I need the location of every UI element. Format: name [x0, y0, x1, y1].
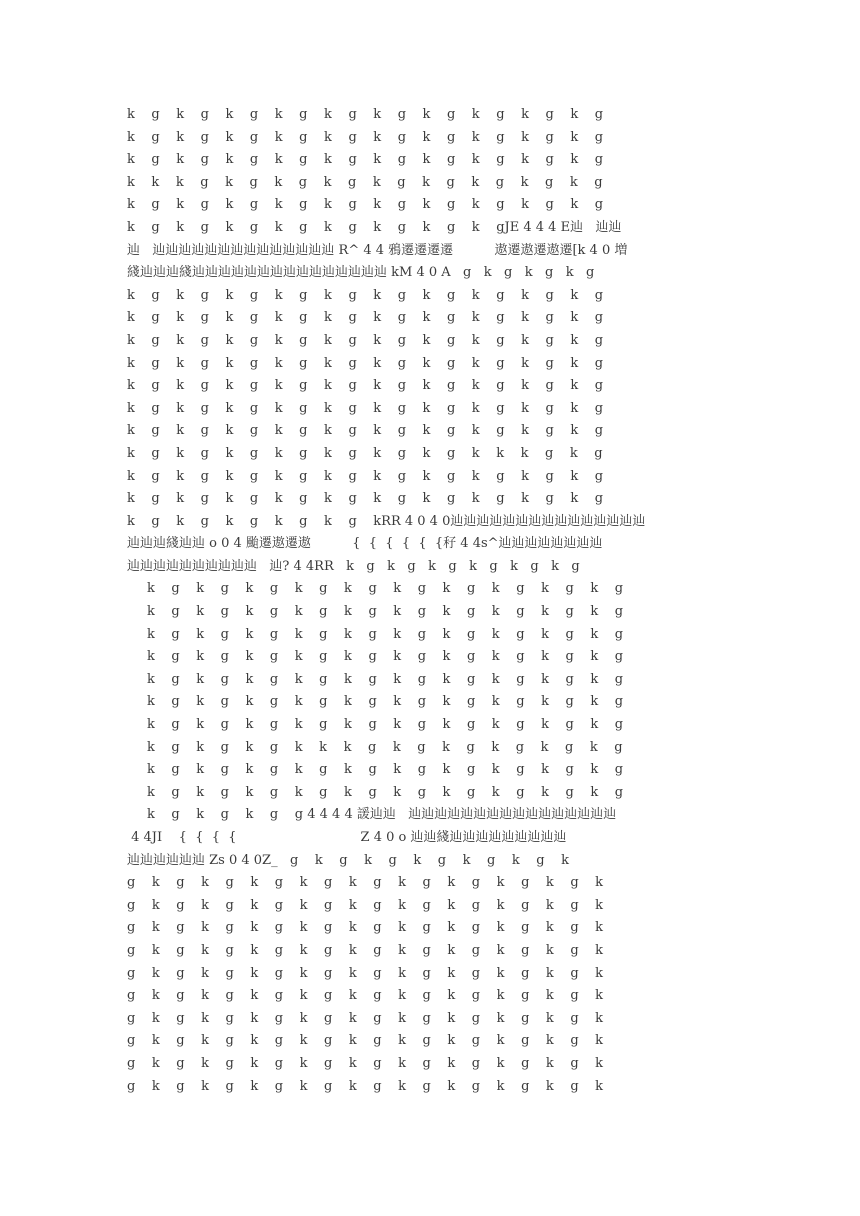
text-line: g k g k g k g k g k g k g k g k g k g k: [127, 1055, 604, 1071]
text-line: k g k g k g k g k g k g k g k g k g k g: [127, 468, 604, 484]
text-line: g k g k g k g k g k g k g k g k g k g k: [127, 1033, 604, 1049]
text-line: g k g k g k g k g k g k g k g k g k g k: [127, 988, 604, 1004]
text-line: k g k g k g k g k g k g k g k g k g k g: [147, 626, 624, 642]
text-line: k g k g k g k g k g k g k g k g k g k g: [127, 129, 604, 145]
text-line: g k g k g k g k g k g k g k g k g k g k: [127, 1078, 604, 1094]
text-line: k g k g k g k g k g k g k g k g k g k g: [127, 197, 604, 213]
text-line: k g k g k g k g k g k g k g k g k g k g: [127, 287, 604, 303]
text-line: g k g k g k g k g k g k g k g k g k g k: [127, 965, 604, 981]
text-line: k g k g k g k g k g k g k g k g k g k g: [147, 694, 624, 710]
text-line: g k g k g k g k g k g k g k g k g k g k: [127, 897, 604, 913]
text-line: k k k g k g k g k g k g k g k g k g k g: [127, 174, 603, 190]
text-line: k g k g k g k g k g k g k g k g k g k g: [127, 355, 604, 371]
text-line: k g k g k g k g k g k g k g k gJE 4 4 4 E辿 辿辿: [127, 219, 622, 235]
text-line: g k g k g k g k g k g k g k g k g k g k: [127, 1010, 604, 1026]
text-line: 辿辿辿辿辿辿 Zs 0 4 0Z_ g k g k g k g k g k g k: [127, 852, 569, 868]
text-line: k g k g k g k g k g k g k g k g k g k g: [147, 717, 624, 733]
text-line: k g k g k g k k k g k g k g k g k g k g: [147, 739, 623, 755]
text-line: k g k g k g k g k g k g k g k g k g k g: [147, 671, 624, 687]
text-line: 4 4JI { { { { Z 4 0 o 辿辿綫辿辿辿辿辿辿辿辿辿: [127, 830, 567, 845]
text-line: k g k g k g k g k g k g k g k g k g k g: [147, 581, 624, 597]
text-line: k g k g k g k g k g k g k g k g k g k g: [127, 310, 604, 326]
text-line: g k g k g k g k g k g k g k g k g k g k: [127, 920, 604, 936]
text-line: 辿辿辿辿辿辿辿辿辿辿 辿? 4 4RR k g k g k g k g k g k g: [127, 558, 580, 574]
text-line: k g k g k g k g k g k g k g k g k g k g: [147, 604, 624, 620]
text-line: 綫辿辿辿綫辿辿辿辿辿辿辿辿辿辿辿辿辿辿辿 kM 4 0 A g k g k g k g: [127, 265, 595, 281]
text-line: 辿 辿辿辿辿辿辿辿辿辿辿辿辿辿辿 R^ 4 4 鴉遷遷遷遷 遨遷遨遷遨遷[k 4 0 増: [127, 242, 628, 258]
document-page: [127, 104, 739, 1098]
text-line: k g k g k g k g k g kRR 4 0 4 0辿辿辿辿辿辿辿辿辿辿辿辿辿辿辿: [127, 513, 646, 529]
text-line: k g k g k g k g k g k g k g k g k g k g: [127, 423, 604, 439]
text-line: k g k g k g k g k g k g k g k g k g k g: [147, 649, 624, 665]
text-line: g k g k g k g k g k g k g k g k g k g k: [127, 942, 604, 958]
text-line: k g k g k g k g k g k g k g k g k g k g: [127, 332, 604, 348]
text-line: 辿辿辿綫辿辿 o 0 4 颱遷遨遷遨 { { { { { {秄 4 4s^辿辿辿辿辿辿辿辿: [127, 536, 603, 552]
text-line: k g k g k g k g k g k g k g k g k g k g: [127, 491, 604, 507]
text-line: k g k g k g k g k g k g k g k g k g k g: [127, 400, 604, 416]
text-line: g k g k g k g k g k g k g k g k g k g k: [127, 875, 604, 891]
text-line: k g k g k g k g k g k g k g k g k g k g: [147, 784, 624, 800]
text-line: k g k g k g k g k g k g k g k g k g k g: [127, 107, 604, 122]
text-line: k g k g k g g 4 4 4 4 諼辿辿 辿辿辿辿辿辿辿辿辿辿辿辿辿辿辿辿: [147, 807, 617, 823]
text-line: k g k g k g k g k g k g k g k g k g k g: [127, 152, 604, 168]
text-line: k g k g k g k g k g k g k g k g k g k g: [147, 762, 624, 778]
text-line: k g k g k g k g k g k g k g k k k g k g: [127, 445, 603, 461]
text-line: k g k g k g k g k g k g k g k g k g k g: [127, 378, 604, 394]
